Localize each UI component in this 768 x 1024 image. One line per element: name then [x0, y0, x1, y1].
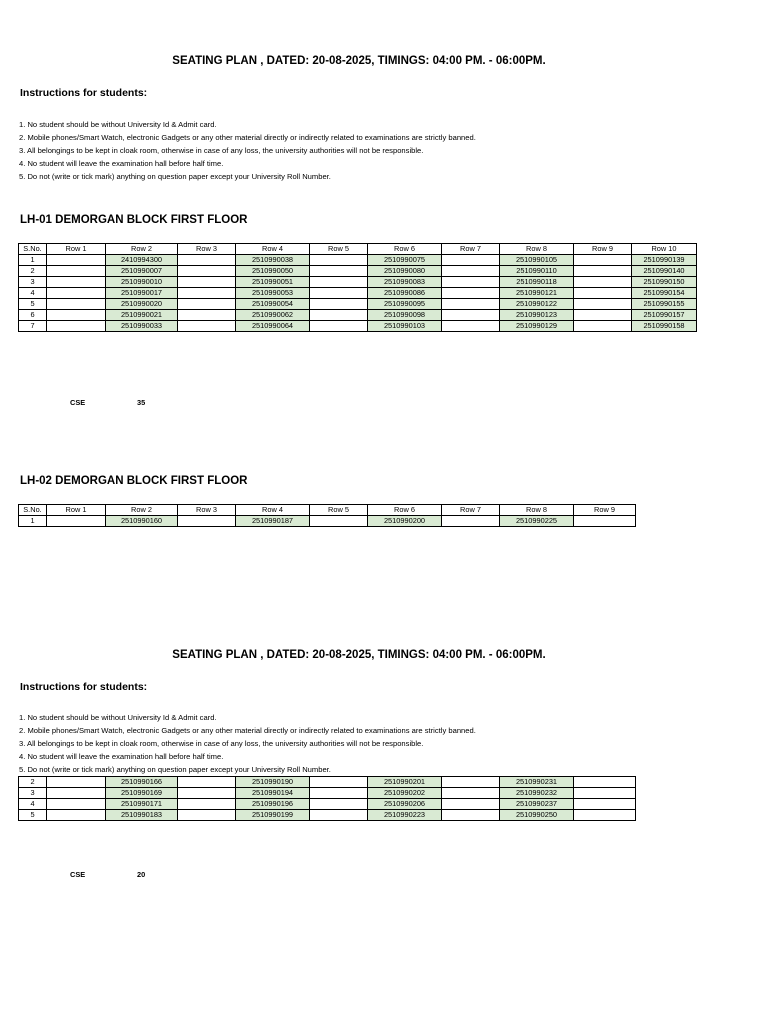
seat-cell [442, 810, 500, 821]
seat-cell: 2510990075 [368, 255, 442, 266]
serial-number-cell: 4 [19, 288, 47, 299]
seat-cell [574, 299, 632, 310]
seat-cell [574, 266, 632, 277]
serial-number-cell: 6 [19, 310, 47, 321]
seat-cell: 2510990169 [106, 788, 178, 799]
seat-cell [178, 788, 236, 799]
column-header: Row 8 [500, 505, 574, 516]
seat-cell [47, 799, 106, 810]
seat-cell [310, 788, 368, 799]
seat-cell [310, 255, 368, 266]
seat-cell [47, 321, 106, 332]
table-row [19, 788, 636, 799]
seat-cell: 2510990051 [236, 277, 310, 288]
page-title: SEATING PLAN , DATED: 20-08-2025, TIMINGS: 04:00 PM. - 06:00PM. [172, 55, 546, 67]
seat-cell: 2510990171 [106, 799, 178, 810]
seat-cell [574, 788, 636, 799]
seat-cell [310, 288, 368, 299]
serial-number-cell: 3 [19, 277, 47, 288]
seat-cell: 2510990053 [236, 288, 310, 299]
seat-cell: 2510990157 [632, 310, 697, 321]
table-row [19, 277, 697, 288]
column-header: S.No. [19, 244, 47, 255]
seat-cell [47, 810, 106, 821]
instruction-item: 4. No student will leave the examination hall before half time. [19, 159, 224, 168]
student-count: 35 [137, 398, 146, 407]
seat-cell [442, 788, 500, 799]
seat-cell [574, 255, 632, 266]
serial-number-cell: 3 [19, 788, 47, 799]
seat-cell [47, 516, 106, 527]
column-header: Row 6 [368, 505, 442, 516]
serial-number-cell: 4 [19, 799, 47, 810]
column-header: Row 4 [236, 505, 310, 516]
seat-cell: 2510990062 [236, 310, 310, 321]
seat-cell [574, 810, 636, 821]
serial-number-cell: 5 [19, 299, 47, 310]
column-header: Row 3 [178, 505, 236, 516]
table-row [19, 288, 697, 299]
instruction-item: 5. Do not (write or tick mark) anything on question paper except your University Roll Number. [19, 172, 331, 181]
seat-cell [442, 288, 500, 299]
column-header: Row 3 [178, 244, 236, 255]
seat-cell [574, 288, 632, 299]
seat-cell [442, 277, 500, 288]
seat-cell [178, 810, 236, 821]
seat-cell [178, 777, 236, 788]
seating-table-lh02 [18, 504, 636, 527]
column-header: Row 7 [442, 505, 500, 516]
column-header: Row 4 [236, 244, 310, 255]
instruction-item: 1. No student should be without University Id & Admit card. [19, 120, 217, 129]
seat-cell [178, 266, 236, 277]
seat-cell [442, 777, 500, 788]
seat-cell: 2510990017 [106, 288, 178, 299]
seat-cell [574, 799, 636, 810]
room-heading-lh02: LH-02 DEMORGAN BLOCK FIRST FLOOR [20, 475, 248, 487]
table-row [19, 266, 697, 277]
seat-cell: 2510990095 [368, 299, 442, 310]
branch-label: CSE [70, 870, 86, 879]
student-count: 20 [137, 870, 146, 879]
seat-cell [310, 516, 368, 527]
seat-cell [574, 321, 632, 332]
seat-cell: 2510990202 [368, 788, 442, 799]
seat-cell: 2510990064 [236, 321, 310, 332]
seat-cell [178, 799, 236, 810]
serial-number-cell: 7 [19, 321, 47, 332]
seat-cell [178, 299, 236, 310]
table-row [19, 516, 636, 527]
instruction-item: 3. All belongings to be kept in cloak room, otherwise in case of any loss, the university authorities will not be responsible. [19, 146, 424, 155]
seat-cell [442, 299, 500, 310]
seat-cell [574, 777, 636, 788]
column-header: S.No. [19, 505, 47, 516]
column-header: Row 9 [574, 505, 636, 516]
seat-cell: 2510990187 [236, 516, 310, 527]
seat-cell [178, 288, 236, 299]
seat-cell: 2510990103 [368, 321, 442, 332]
seat-cell [178, 277, 236, 288]
seat-cell: 2510990122 [500, 299, 574, 310]
seat-cell [442, 799, 500, 810]
table-header-row [19, 244, 697, 255]
seat-cell: 2510990223 [368, 810, 442, 821]
seat-cell: 2410994300 [106, 255, 178, 266]
seat-cell: 2510990020 [106, 299, 178, 310]
seat-cell: 2510990158 [632, 321, 697, 332]
seat-cell: 2510990083 [368, 277, 442, 288]
seat-cell: 2510990054 [236, 299, 310, 310]
seating-table-lh01 [18, 243, 697, 332]
seat-cell: 2510990050 [236, 266, 310, 277]
seat-cell [442, 255, 500, 266]
seat-cell: 2510990232 [500, 788, 574, 799]
seat-cell: 2510990010 [106, 277, 178, 288]
column-header: Row 8 [500, 244, 574, 255]
page-title-repeat: SEATING PLAN , DATED: 20-08-2025, TIMINGS: 04:00 PM. - 06:00PM. [172, 649, 546, 661]
seat-cell: 2510990140 [632, 266, 697, 277]
seat-cell: 2510990038 [236, 255, 310, 266]
table-row [19, 321, 697, 332]
column-header: Row 2 [106, 244, 178, 255]
seat-cell [442, 516, 500, 527]
seat-cell: 2510990250 [500, 810, 574, 821]
seat-cell [310, 810, 368, 821]
seat-cell: 2510990080 [368, 266, 442, 277]
seat-cell [47, 266, 106, 277]
seat-cell: 2510990194 [236, 788, 310, 799]
seat-cell: 2510990160 [106, 516, 178, 527]
seat-cell: 2510990110 [500, 266, 574, 277]
seat-cell: 2510990183 [106, 810, 178, 821]
seat-cell: 2510990196 [236, 799, 310, 810]
seating-table-lh02-continued [18, 776, 636, 821]
seat-cell [310, 310, 368, 321]
serial-number-cell: 5 [19, 810, 47, 821]
column-header: Row 9 [574, 244, 632, 255]
instructions-list [19, 118, 476, 183]
table-row [19, 799, 636, 810]
seat-cell [442, 310, 500, 321]
seat-cell: 2510990190 [236, 777, 310, 788]
branch-label: CSE [70, 398, 86, 407]
seat-cell: 2510990154 [632, 288, 697, 299]
seat-cell: 2510990123 [500, 310, 574, 321]
seat-cell: 2510990150 [632, 277, 697, 288]
column-header: Row 10 [632, 244, 697, 255]
seat-cell [310, 777, 368, 788]
column-header: Row 1 [47, 244, 106, 255]
table-row [19, 777, 636, 788]
seat-cell [574, 516, 636, 527]
column-header: Row 7 [442, 244, 500, 255]
serial-number-cell: 1 [19, 516, 47, 527]
seat-cell [47, 288, 106, 299]
instruction-item: 2. Mobile phones/Smart Watch, electronic Gadgets or any other material directly or indirectly related to examinations are strictly banned. [19, 133, 476, 142]
seat-cell [310, 266, 368, 277]
column-header: Row 6 [368, 244, 442, 255]
table-row [19, 810, 636, 821]
seat-cell: 2510990007 [106, 266, 178, 277]
instruction-item: 4. No student will leave the examination hall before half time. [19, 752, 224, 761]
serial-number-cell: 2 [19, 777, 47, 788]
seat-cell [47, 299, 106, 310]
seat-cell: 2510990121 [500, 288, 574, 299]
seat-cell [47, 777, 106, 788]
seat-cell: 2510990105 [500, 255, 574, 266]
seat-cell: 2510990021 [106, 310, 178, 321]
instruction-item: 3. All belongings to be kept in cloak room, otherwise in case of any loss, the university authorities will not be responsible. [19, 739, 424, 748]
seat-cell: 2510990155 [632, 299, 697, 310]
column-header: Row 1 [47, 505, 106, 516]
instructions-heading: Instructions for students: [20, 87, 148, 99]
seat-cell [310, 299, 368, 310]
seat-cell [47, 277, 106, 288]
seat-cell: 2510990200 [368, 516, 442, 527]
seat-cell: 2510990118 [500, 277, 574, 288]
seat-cell [574, 310, 632, 321]
instruction-item: 1. No student should be without University Id & Admit card. [19, 713, 217, 722]
instruction-item: 2. Mobile phones/Smart Watch, electronic Gadgets or any other material directly or indirectly related to examinations are strictly banned. [19, 726, 476, 735]
serial-number-cell: 2 [19, 266, 47, 277]
table-header-row [19, 505, 636, 516]
seat-cell: 2510990225 [500, 516, 574, 527]
seat-cell: 2510990199 [236, 810, 310, 821]
instructions-list-repeat [19, 711, 476, 776]
table-row [19, 255, 697, 266]
column-header: Row 5 [310, 505, 368, 516]
table-row [19, 310, 697, 321]
seat-cell: 2510990139 [632, 255, 697, 266]
seat-cell [442, 266, 500, 277]
serial-number-cell: 1 [19, 255, 47, 266]
table-row [19, 299, 697, 310]
instructions-heading-repeat: Instructions for students: [20, 681, 148, 693]
seat-cell: 2510990237 [500, 799, 574, 810]
seat-cell [178, 255, 236, 266]
seat-cell [310, 321, 368, 332]
seat-cell: 2510990166 [106, 777, 178, 788]
seat-cell [47, 788, 106, 799]
seat-cell: 2510990086 [368, 288, 442, 299]
seat-cell [47, 255, 106, 266]
seat-cell [178, 516, 236, 527]
column-header: Row 2 [106, 505, 178, 516]
seat-cell [310, 799, 368, 810]
seat-cell: 2510990231 [500, 777, 574, 788]
seat-cell: 2510990129 [500, 321, 574, 332]
seat-cell: 2510990201 [368, 777, 442, 788]
seat-cell [178, 310, 236, 321]
seat-cell [574, 277, 632, 288]
room-heading-lh01: LH-01 DEMORGAN BLOCK FIRST FLOOR [20, 214, 248, 226]
seat-cell: 2510990098 [368, 310, 442, 321]
seat-cell [178, 321, 236, 332]
seat-cell [47, 310, 106, 321]
seat-cell: 2510990033 [106, 321, 178, 332]
seat-cell [442, 321, 500, 332]
seat-cell [310, 277, 368, 288]
instruction-item: 5. Do not (write or tick mark) anything on question paper except your University Roll Number. [19, 765, 331, 774]
seat-cell: 2510990206 [368, 799, 442, 810]
column-header: Row 5 [310, 244, 368, 255]
